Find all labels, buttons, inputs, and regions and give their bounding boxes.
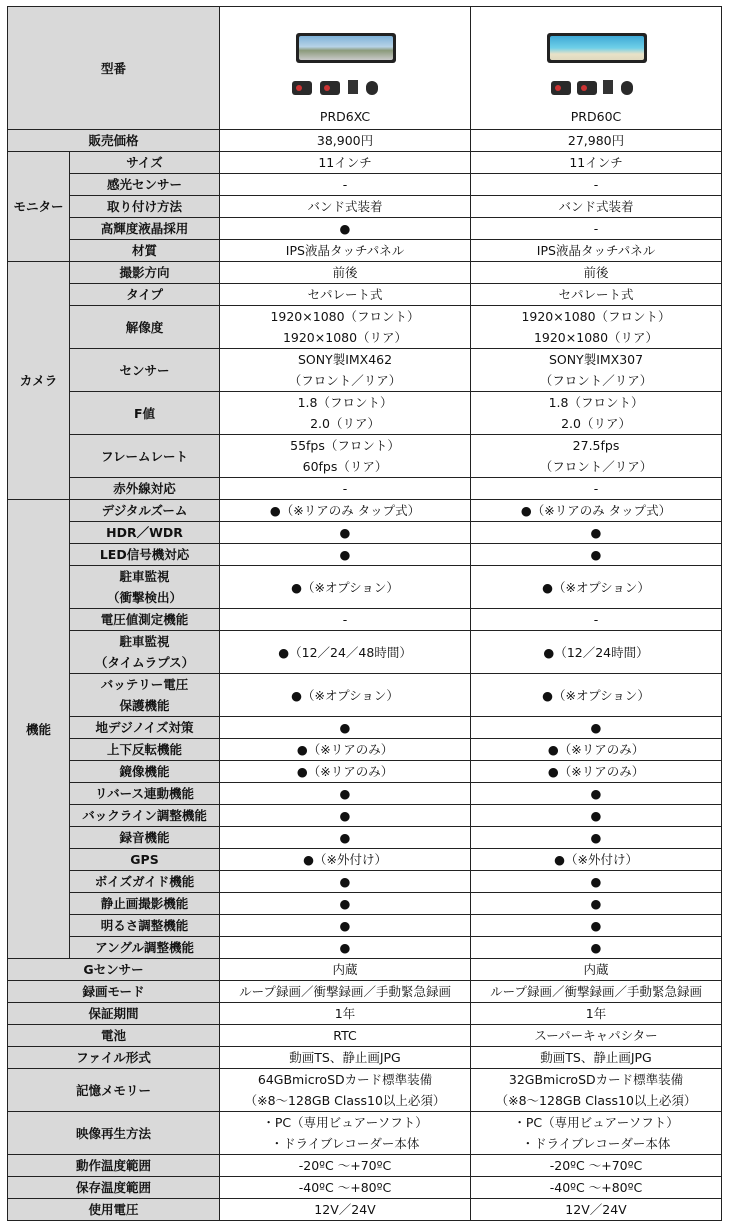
value-cell: 動画TS、静止画JPG — [220, 1047, 471, 1069]
spec-row — [8, 152, 722, 174]
row-label: 映像再生方法 — [8, 1112, 220, 1155]
value-cell: - — [220, 478, 471, 500]
value-cell: ● — [471, 915, 722, 937]
value-cell: -20ºC ～+70ºC — [471, 1155, 722, 1177]
cell-line: 2.0（リア） — [561, 416, 631, 431]
value-cell: ● — [471, 871, 722, 893]
row-label: 材質 — [70, 240, 220, 262]
spec-row — [8, 893, 722, 915]
cell-line: 駐車監視 — [119, 569, 170, 584]
spec-row — [8, 717, 722, 739]
value-cell: セパレート式 — [220, 284, 471, 306]
row-label — [70, 674, 220, 717]
spec-row — [8, 1112, 722, 1155]
cell-line: 1920×1080（フロント） — [270, 309, 420, 324]
table-body — [8, 7, 722, 1221]
row-label: Gセンサー — [8, 959, 220, 981]
spec-row — [8, 240, 722, 262]
value-cell: ● — [471, 893, 722, 915]
sd-card-image — [603, 80, 613, 94]
spec-comparison-table — [7, 6, 722, 1221]
value-cell: - — [471, 174, 722, 196]
spec-row — [8, 218, 722, 240]
cell-line: 1920×1080（フロント） — [521, 309, 671, 324]
row-label: GPS — [70, 849, 220, 871]
spec-row — [8, 522, 722, 544]
cell-line: 1.8（フロント） — [548, 395, 644, 410]
spec-row — [8, 174, 722, 196]
cell-line: 64GBmicroSDカード標準装備 — [257, 1072, 433, 1087]
value-cell: ● — [471, 522, 722, 544]
value-cell: -20ºC ～+70ºC — [220, 1155, 471, 1177]
rear-camera-image — [320, 81, 340, 95]
value-cell: 1年 — [220, 1003, 471, 1025]
spec-row — [8, 130, 722, 152]
front-camera-image — [292, 81, 312, 95]
spec-row — [8, 761, 722, 783]
value-cell — [220, 349, 471, 392]
value-cell: バンド式装着 — [471, 196, 722, 218]
spec-row — [8, 196, 722, 218]
cell-line: （※8～128GB Class10以上必須） — [244, 1093, 446, 1108]
value-cell: 1年 — [471, 1003, 722, 1025]
value-cell — [220, 435, 471, 478]
spec-row — [8, 566, 722, 609]
spec-row — [8, 959, 722, 981]
row-label: F値 — [70, 392, 220, 435]
value-cell: ● — [220, 871, 471, 893]
category-label: カメラ — [8, 262, 70, 500]
spec-row — [8, 915, 722, 937]
value-cell: ●（※外付け） — [471, 849, 722, 871]
value-cell — [220, 1069, 471, 1112]
value-cell: -40ºC ～+80ºC — [471, 1177, 722, 1199]
spec-row — [8, 284, 722, 306]
cell-line: （フロント／リア） — [539, 373, 653, 388]
value-cell: - — [471, 478, 722, 500]
model-label: 型番 — [8, 7, 220, 130]
value-cell: 前後 — [471, 262, 722, 284]
value-cell: IPS液晶タッチパネル — [220, 240, 471, 262]
spec-row — [8, 849, 722, 871]
value-cell: ●（※リアのみ タップ式） — [471, 500, 722, 522]
sd-card-image — [348, 80, 358, 94]
value-cell: ●（※リアのみ タップ式） — [220, 500, 471, 522]
spec-row — [8, 1003, 722, 1025]
value-cell: ●（※リアのみ） — [220, 761, 471, 783]
value-cell: ● — [220, 937, 471, 959]
row-label: 使用電圧 — [8, 1199, 220, 1221]
value-cell: - — [220, 609, 471, 631]
value-cell: IPS液晶タッチパネル — [471, 240, 722, 262]
value-cell — [471, 1112, 722, 1155]
cell-line: 60fps（リア） — [302, 459, 388, 474]
model-name: PRD6XC — [319, 109, 371, 124]
value-cell: ●（※オプション） — [220, 566, 471, 609]
rear-camera-image — [577, 81, 597, 95]
value-cell — [220, 306, 471, 349]
value-cell: ●（※リアのみ） — [471, 761, 722, 783]
spec-row — [8, 827, 722, 849]
row-label: 明るさ調整機能 — [70, 915, 220, 937]
value-cell — [471, 1069, 722, 1112]
cell-line: 1920×1080（リア） — [282, 330, 408, 345]
value-cell: ● — [220, 783, 471, 805]
category-label: 機能 — [8, 500, 70, 959]
cell-line: ・PC（専用ビュアーソフト） — [513, 1115, 679, 1130]
spec-row — [8, 674, 722, 717]
row-label: 保存温度範囲 — [8, 1177, 220, 1199]
value-cell: ● — [220, 218, 471, 240]
value-cell — [471, 392, 722, 435]
row-label: ボイズガイド機能 — [70, 871, 220, 893]
cell-line: 27.5fps — [572, 438, 620, 453]
spec-row — [8, 981, 722, 1003]
spec-row — [8, 435, 722, 478]
spec-row — [8, 1025, 722, 1047]
value-cell: ● — [220, 522, 471, 544]
row-label: 電圧値測定機能 — [70, 609, 220, 631]
cell-line: 2.0（リア） — [310, 416, 380, 431]
mirror-monitor-image — [296, 33, 396, 63]
spec-row — [8, 478, 722, 500]
model-row — [8, 7, 722, 130]
value-cell: ● — [471, 827, 722, 849]
row-label: 撮影方向 — [70, 262, 220, 284]
row-label: 保証期間 — [8, 1003, 220, 1025]
row-label: 鏡像機能 — [70, 761, 220, 783]
value-cell: 前後 — [220, 262, 471, 284]
value-cell: ●（※オプション） — [471, 566, 722, 609]
row-label: 記憶メモリー — [8, 1069, 220, 1112]
value-cell: - — [471, 218, 722, 240]
value-cell: 内蔵 — [471, 959, 722, 981]
value-cell: ● — [220, 805, 471, 827]
value-cell: 27,980円 — [471, 130, 722, 152]
spec-row — [8, 544, 722, 566]
row-label: 取り付け方法 — [70, 196, 220, 218]
spec-row — [8, 1047, 722, 1069]
row-label: 解像度 — [70, 306, 220, 349]
value-cell: ● — [220, 544, 471, 566]
spec-row — [8, 306, 722, 349]
value-cell — [471, 349, 722, 392]
row-label: タイプ — [70, 284, 220, 306]
value-cell: ● — [471, 783, 722, 805]
value-cell: ループ録画／衝撃録画／手動緊急録画 — [471, 981, 722, 1003]
value-cell: ●（※リアのみ） — [471, 739, 722, 761]
value-cell: ● — [220, 915, 471, 937]
value-cell: スーパーキャパシター — [471, 1025, 722, 1047]
row-label: デジタルズーム — [70, 500, 220, 522]
model-cell-prd6xc — [220, 7, 471, 130]
row-label: 感光センサー — [70, 174, 220, 196]
row-label — [70, 566, 220, 609]
spec-row — [8, 1177, 722, 1199]
value-cell: ● — [220, 717, 471, 739]
value-cell: 内蔵 — [220, 959, 471, 981]
spec-row — [8, 500, 722, 522]
cell-line: （フロント／リア） — [539, 459, 653, 474]
spec-row — [8, 609, 722, 631]
value-cell: 38,900円 — [220, 130, 471, 152]
cell-line: 駐車監視 — [119, 634, 170, 649]
cell-line: SONY製IMX462 — [297, 352, 393, 367]
cell-line: （フロント／リア） — [288, 373, 402, 388]
spec-row — [8, 1069, 722, 1112]
value-cell: ●（※オプション） — [220, 674, 471, 717]
spec-row — [8, 1199, 722, 1221]
value-cell: RTC — [220, 1025, 471, 1047]
spec-row — [8, 1155, 722, 1177]
row-label: 動作温度範囲 — [8, 1155, 220, 1177]
row-label: 販売価格 — [8, 130, 220, 152]
value-cell: ●（※リアのみ） — [220, 739, 471, 761]
gps-module-image — [366, 81, 378, 95]
cell-line: 55fps（フロント） — [290, 438, 400, 453]
row-label: LED信号機対応 — [70, 544, 220, 566]
value-cell: 動画TS、静止画JPG — [471, 1047, 722, 1069]
cell-line: 1.8（フロント） — [297, 395, 393, 410]
spec-row — [8, 805, 722, 827]
value-cell: - — [220, 174, 471, 196]
spec-row — [8, 871, 722, 893]
value-cell: ●（12／24時間） — [471, 631, 722, 674]
value-cell — [471, 306, 722, 349]
row-label: 高輝度液晶採用 — [70, 218, 220, 240]
value-cell: 11インチ — [220, 152, 471, 174]
cell-line: 32GBmicroSDカード標準装備 — [508, 1072, 684, 1087]
value-cell: ●（※オプション） — [471, 674, 722, 717]
row-label: サイズ — [70, 152, 220, 174]
row-label: 上下反転機能 — [70, 739, 220, 761]
row-label: バックライン調整機能 — [70, 805, 220, 827]
cell-line: （※8～128GB Class10以上必須） — [495, 1093, 697, 1108]
gps-module-image — [621, 81, 633, 95]
cell-line: バッテリー電圧 — [100, 677, 189, 692]
row-label: センサー — [70, 349, 220, 392]
row-label — [70, 631, 220, 674]
value-cell: ● — [471, 937, 722, 959]
spec-row — [8, 631, 722, 674]
spec-row — [8, 783, 722, 805]
row-label: リバース連動機能 — [70, 783, 220, 805]
spec-row — [8, 937, 722, 959]
spec-row — [8, 392, 722, 435]
cell-line: 1920×1080（リア） — [533, 330, 659, 345]
cell-line: （タイムラプス） — [94, 655, 195, 670]
row-label: アングル調整機能 — [70, 937, 220, 959]
row-label: フレームレート — [70, 435, 220, 478]
spec-row — [8, 262, 722, 284]
cell-line: ・PC（専用ビュアーソフト） — [262, 1115, 428, 1130]
value-cell: ループ録画／衝撃録画／手動緊急録画 — [220, 981, 471, 1003]
model-name: PRD60C — [570, 109, 622, 124]
value-cell: 12V／24V — [471, 1199, 722, 1221]
row-label: 電池 — [8, 1025, 220, 1047]
cell-line: ・ドライブレコーダー本体 — [270, 1136, 420, 1151]
value-cell: ● — [471, 544, 722, 566]
front-camera-image — [551, 81, 571, 95]
row-label: 録音機能 — [70, 827, 220, 849]
value-cell — [220, 392, 471, 435]
cell-line: 保護機能 — [119, 698, 170, 713]
mirror-monitor-image — [547, 33, 647, 63]
spec-row — [8, 349, 722, 392]
row-label: 録画モード — [8, 981, 220, 1003]
value-cell: ● — [220, 827, 471, 849]
row-label: 赤外線対応 — [70, 478, 220, 500]
spec-row — [8, 739, 722, 761]
model-cell-prd60c — [471, 7, 722, 130]
row-label: ファイル形式 — [8, 1047, 220, 1069]
cell-line: （衝撃検出） — [107, 590, 183, 605]
value-cell: ● — [471, 805, 722, 827]
value-cell: ●（※外付け） — [220, 849, 471, 871]
value-cell: 12V／24V — [220, 1199, 471, 1221]
value-cell: セパレート式 — [471, 284, 722, 306]
row-label: HDR／WDR — [70, 522, 220, 544]
value-cell: - — [471, 609, 722, 631]
category-label: モニター — [8, 152, 70, 262]
value-cell: ● — [471, 717, 722, 739]
row-label: 静止画撮影機能 — [70, 893, 220, 915]
value-cell: 11インチ — [471, 152, 722, 174]
row-label: 地デジノイズ対策 — [70, 717, 220, 739]
value-cell — [220, 1112, 471, 1155]
cell-line: SONY製IMX307 — [548, 352, 644, 367]
value-cell — [471, 435, 722, 478]
value-cell: -40ºC ～+80ºC — [220, 1177, 471, 1199]
value-cell: バンド式装着 — [220, 196, 471, 218]
value-cell: ● — [220, 893, 471, 915]
cell-line: ・ドライブレコーダー本体 — [521, 1136, 671, 1151]
value-cell: ●（12／24／48時間） — [220, 631, 471, 674]
